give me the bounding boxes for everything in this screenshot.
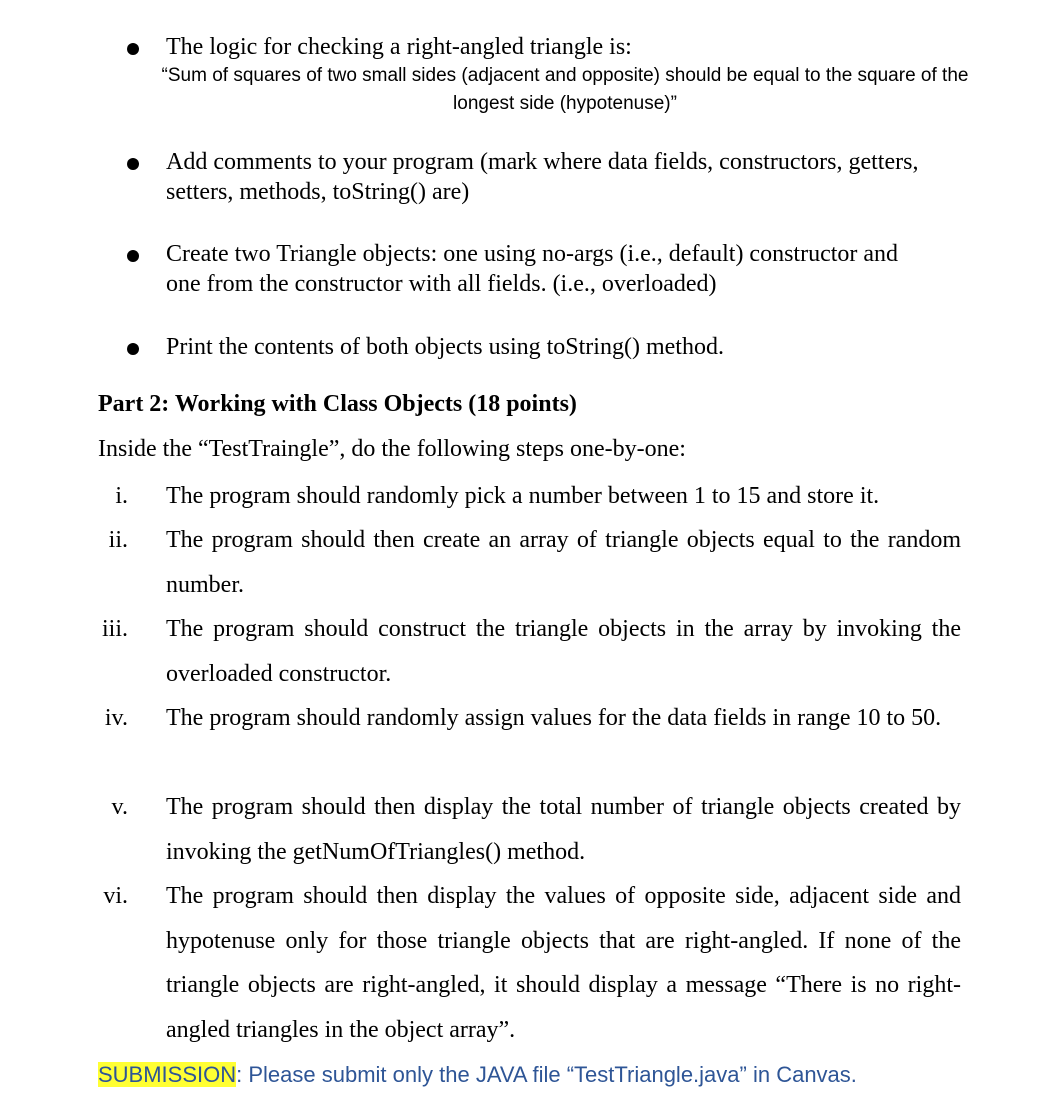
step-text: The program should then create an array of triangle objects equal to the random number. [166,527,961,598]
bullet-text: Print the contents of both objects using toString() method. [166,334,724,360]
step-number: v. [111,794,128,820]
part2-intro: Inside the “TestTraingle”, do the following steps one-by-one: [98,436,686,462]
submission-note [98,1062,857,1088]
step-number: ii. [108,527,128,553]
step-text: The program should then display the total number of triangle objects created by invoking the getNumOfTriangles() method. [166,794,961,865]
step-number: i. [115,483,128,509]
bullet-text-line1: Create two Triangle objects: one using no-args (i.e., default) constructor and [166,241,899,267]
step-text: The program should randomly pick a number between 1 to 15 and store it. [166,483,880,509]
bullet-icon [127,158,139,170]
logic-quote: “Sum of squares of two small sides (adjacent and opposite) should be equal to the square of the longest side (hypotenuse)” [161,65,969,114]
step-number: vi. [103,883,128,909]
submission-text: : Please submit only the JAVA file “TestTriangle.java” in Canvas. [236,1062,857,1087]
step-text: The program should randomly assign values for the data fields in range 10 to 50. [166,705,942,731]
bullet-text-line1: Add comments to your program (mark where data fields, constructors, getters, [166,149,919,175]
bullet-text-line2: setters, methods, toString() are) [166,179,470,205]
step-text: The program should construct the triangle objects in the array by invoking the overloaded constructor. [166,616,961,687]
step-number: iv. [104,705,128,731]
submission-label: SUBMISSION [98,1062,237,1087]
bullet-text-line2: one from the constructor with all fields. (i.e., overloaded) [166,271,717,297]
step-number: iii. [101,616,128,642]
step-text: The program should then display the values of opposite side, adjacent side and hypotenuse only for those triangle objects that are right-angled. If none of the triangle objects are right-angled, it should display a message “There is no right-angled triangles in the object array”. [166,883,961,1043]
bullet-icon [127,43,139,55]
bullet-icon [127,343,139,355]
bullet-icon [127,250,139,262]
part2-heading: Part 2: Working with Class Objects (18 points) [98,391,577,417]
bullet-text: The logic for checking a right-angled triangle is: [166,34,632,60]
